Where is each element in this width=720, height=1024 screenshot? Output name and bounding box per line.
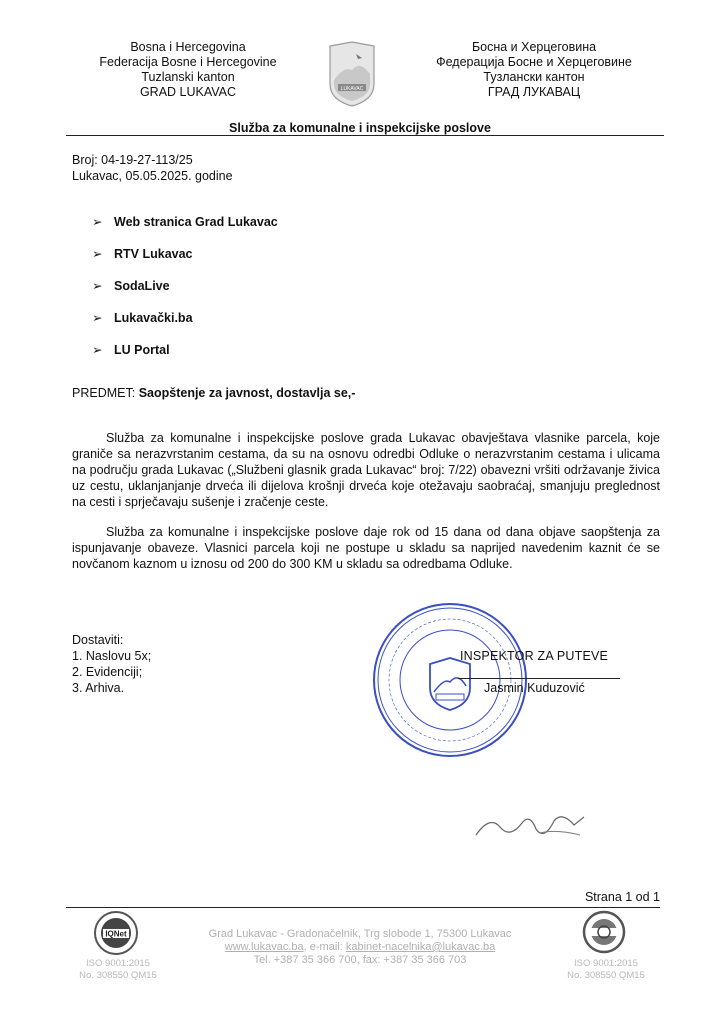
iso-number: No. 308550 QM15 (79, 970, 157, 981)
arrow-bullet-icon: ➢ (92, 343, 103, 357)
recipient-item (92, 214, 278, 229)
iso-number: No. 308550 QM15 (567, 970, 645, 981)
document-place-date: Lukavac, 05.05.2025. godine (72, 169, 233, 183)
header-divider (66, 135, 664, 136)
header-right-line: Босна и Херцеговина (471, 40, 597, 54)
subject-line (72, 386, 355, 400)
footer-phone-fax: Tel. +387 35 366 700, fax: +387 35 366 703 (253, 954, 467, 966)
signatory-title: INSPEKTOR ZA PUTEVE (460, 649, 609, 663)
footer-email-label: , e-mail: (303, 941, 346, 953)
iqnet-certification-logo-icon (92, 910, 140, 956)
footer-web-line (150, 941, 570, 954)
arrow-bullet-icon: ➢ (92, 279, 103, 293)
arrow-bullet-icon: ➢ (92, 311, 103, 325)
document-meta (72, 152, 233, 184)
footer-address: Grad Lukavac - Gradonačelnik, Trg slobode 1, 75300 Lukavac (208, 928, 512, 940)
quality-certification-logo-icon (582, 910, 626, 954)
distribution-title: Dostaviti: (72, 633, 124, 647)
header-right-line: Федерација Босне и Херцеговине (436, 55, 632, 69)
subject-label: PREDMET: (72, 386, 136, 400)
footer-divider (66, 907, 660, 908)
recipient-label: SodaLive (114, 279, 170, 293)
header-left-line: GRAD LUKAVAC (139, 85, 237, 99)
recipient-label: LU Portal (114, 343, 170, 357)
page-number: Strana 1 od 1 (584, 890, 660, 904)
city-crest-icon (326, 40, 378, 108)
header-left-line: Tuzlanski kanton (141, 70, 235, 84)
distribution-list (72, 632, 151, 696)
arrow-bullet-icon: ➢ (92, 247, 103, 261)
distribution-item: 1. Naslovu 5x; (72, 649, 152, 663)
header-left-block (78, 40, 298, 100)
body-paragraph-2: Služba za komunalne i inspekcijske poslove daje rok od 15 dana od dana objave saopštenja za ispunjavanje obaveze. Vlasnici parcela koji ne postupe u skladu sa naprijed navedenim kaznit će se novčanom kaznom u iznosu od 200 do 300 KM u skladu sa odredbama Odluke. (72, 525, 660, 571)
signature-line (458, 678, 620, 679)
handwritten-signature-icon (470, 805, 590, 845)
iso-standard: ISO 9001:2015 (574, 958, 638, 969)
footer-contact (150, 928, 570, 967)
recipient-label: Lukavački.ba (114, 311, 193, 325)
iqnet-logo-text: IQNet (105, 929, 127, 939)
body-paragraph-1: Služba za komunalne i inspekcijske poslove grada Lukavac obavještava vlasnike parcela, koje graniče sa nerazvrstanim cestama, da su na osnovu odredbi Odluke o nerazvrstanim cestama i ulicama na području grada Lukavac („Službeni glasnik grada Lukavac“ broj: 7/22) obavezni vršiti održavanje živica uz cestu, uklanjanjanje drveća ili dijelova krošnji drveća koje otežavaju saobraćaj, smanjuju preglednost na cesti i sprječavaju sušenje i zračenje ceste. (72, 431, 660, 509)
header-left-line: Bosna i Hercegovina (130, 40, 246, 54)
recipient-item (92, 310, 193, 325)
svg-text:LUKAVAC: LUKAVAC (340, 86, 364, 92)
certification-right (556, 958, 656, 982)
distribution-item: 2. Evidenciji; (72, 665, 143, 679)
header-right-block (424, 40, 644, 100)
footer-website-link[interactable]: www.lukavac.ba (224, 941, 304, 953)
subject-text: Saopštenje za javnost, dostavlja se,- (138, 386, 356, 400)
signatory-name: Jasmin Kuduzović (484, 681, 585, 695)
official-stamp-icon (370, 600, 530, 760)
distribution-item: 3. Arhiva. (72, 681, 125, 695)
recipient-label: Web stranica Grad Lukavac (114, 215, 278, 229)
header-right-line: Тузлански кантон (483, 70, 585, 84)
department-title: Služba za komunalne i inspekcijske poslove (229, 121, 491, 135)
header-right-line: ГРАД ЛУКАВАЦ (487, 85, 581, 99)
header-left-line: Federacija Bosne i Hercegovine (99, 55, 277, 69)
iso-standard: ISO 9001:2015 (86, 958, 150, 969)
recipient-item (92, 278, 170, 293)
document-number: Broj: 04-19-27-113/25 (72, 153, 193, 167)
recipient-label: RTV Lukavac (114, 247, 193, 261)
recipient-item (92, 246, 193, 261)
arrow-bullet-icon: ➢ (92, 215, 103, 229)
recipient-item (92, 342, 170, 357)
footer-email-link[interactable]: kabinet-nacelnika@lukavac.ba (345, 941, 496, 953)
